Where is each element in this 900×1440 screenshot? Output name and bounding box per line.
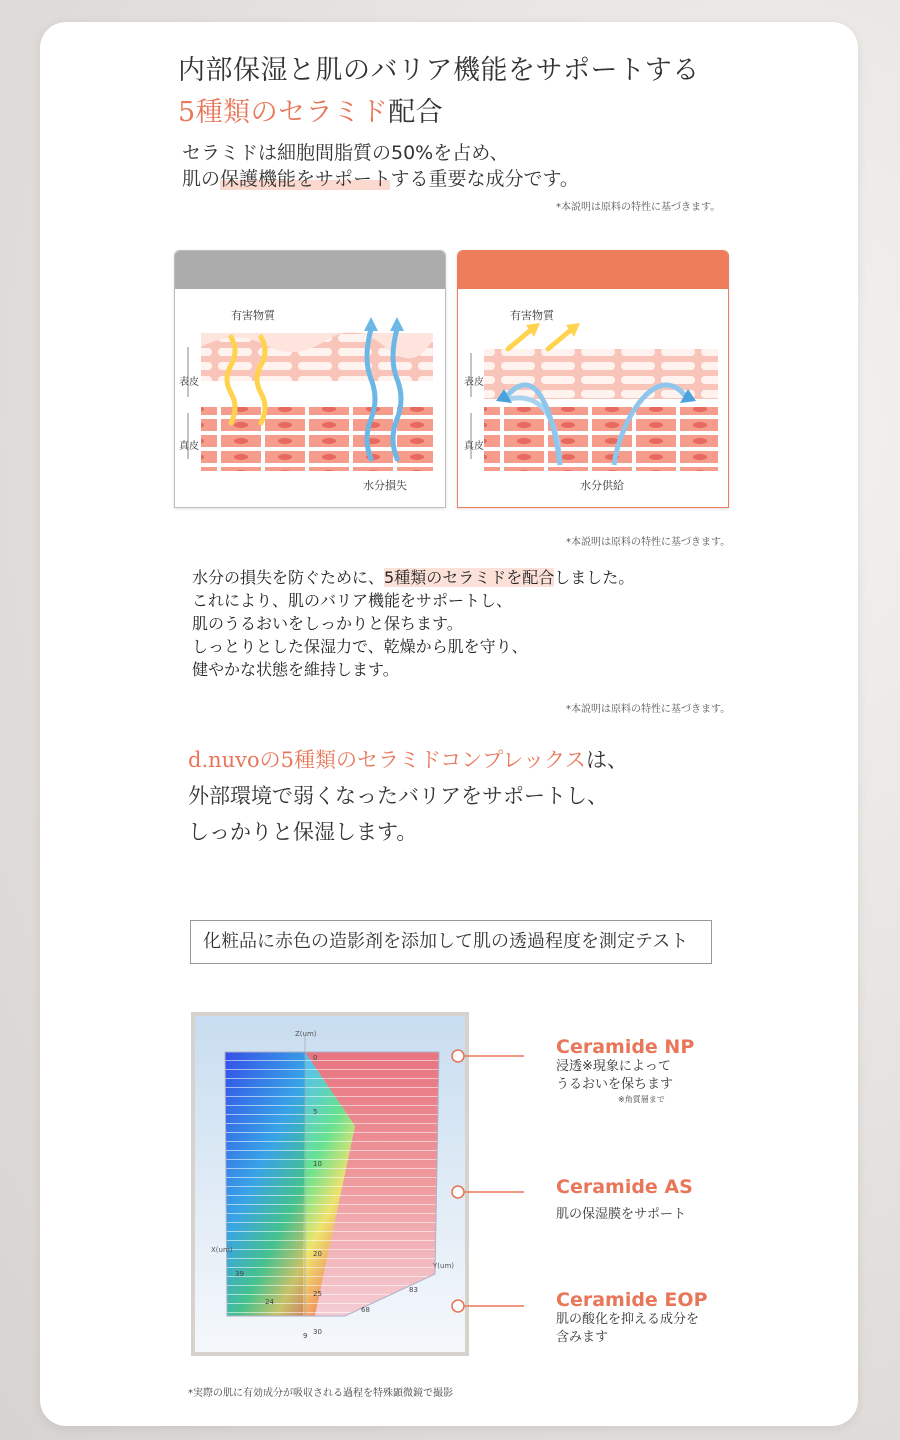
- note-2: *本説明は原料の特性に基づきます。: [566, 537, 731, 548]
- headline-highlight: 5種類のセラミド: [178, 97, 389, 128]
- complex-line2: 外部環境で弱くなったバリアをサポートし、: [188, 784, 608, 808]
- epidermis-label-left: 表皮: [179, 377, 199, 388]
- body-line5: 健やかな状態を維持します。: [192, 660, 399, 679]
- y-tick-1: 83: [409, 1286, 418, 1294]
- intro-highlight: 保護機能をサポート: [220, 168, 391, 190]
- body-line3: 肌のうるおいをしっかりと保ちます。: [192, 614, 463, 633]
- body-highlight: 5種類のセラミドを配合: [384, 568, 555, 587]
- x-tick-1: 24: [265, 1298, 274, 1306]
- ceramide-np: [556, 1036, 694, 1105]
- callout-lines: [440, 1040, 540, 1320]
- z-axis-label: Z(um): [295, 1030, 317, 1038]
- complex-line3: しっかりと保湿します。: [188, 820, 418, 844]
- test-label-box: 化粧品に赤色の造影剤を添加して肌の透過程度を測定テスト: [190, 920, 712, 964]
- note-3: *本説明は原料の特性に基づきます。: [566, 704, 731, 715]
- intro-line1: セラミドは細胞間脂質の50%を占め、: [182, 142, 509, 164]
- result-label-left: 水分損失: [363, 479, 407, 492]
- body-line1-b: しました。: [554, 568, 635, 587]
- skin-diagram-without: [175, 289, 445, 507]
- x-axis-label: X(um): [211, 1246, 233, 1254]
- intro-line2-a: 肌の: [182, 168, 221, 190]
- diagram-panel-without: [174, 250, 446, 508]
- z-tick-0: 0: [313, 1054, 318, 1062]
- intro-line2: [182, 166, 579, 192]
- note-1: *本説明は原料の特性に基づきます。: [556, 202, 721, 213]
- diagram-panel-with: [457, 250, 729, 508]
- intro-line2-b: する重要な成分です。: [390, 168, 579, 190]
- ceramide-eop: [556, 1289, 708, 1347]
- dermis-label-right: 真皮: [464, 441, 484, 452]
- y-axis-label: Y(um): [433, 1262, 454, 1270]
- ceramide-as-desc1: 肌の保湿膜をサポート: [556, 1207, 687, 1222]
- z-tick-4: 25: [313, 1290, 322, 1298]
- result-label-right: 水分供給: [580, 479, 624, 492]
- z-tick-5: 30: [313, 1328, 322, 1336]
- panel-header-orange: [458, 251, 728, 289]
- complex-line1-rest: は、: [585, 748, 628, 772]
- headline-line1: 内部保湿と肌のバリア機能をサポートする: [178, 55, 700, 86]
- ceramide-as-title: Ceramide AS: [556, 1176, 693, 1198]
- ceramide-np-sub: ※角質層まで: [618, 1095, 665, 1104]
- penetration-figure: [191, 1012, 469, 1356]
- headline-line2: [178, 90, 443, 129]
- panel-header-gray: [175, 251, 445, 289]
- harmful-label-right: 有害物質: [510, 309, 554, 322]
- intro-text: [182, 140, 579, 192]
- z-tick-1: 5: [313, 1108, 318, 1116]
- ceramide-np-desc2: うるおいを保ちます: [556, 1077, 674, 1092]
- complex-highlight: d.nuvoの5種類のセラミドコンプレックス: [188, 748, 586, 772]
- ceramide-eop-title: Ceramide EOP: [556, 1289, 708, 1311]
- epidermis-label-right: 表皮: [464, 377, 484, 388]
- ceramide-eop-desc1: 肌の酸化を抑える成分を: [556, 1312, 700, 1327]
- z-tick-3: 20: [313, 1250, 322, 1258]
- x-tick-0: 39: [235, 1270, 244, 1278]
- z-tick-2: 10: [313, 1160, 322, 1168]
- harmful-label-left: 有害物質: [231, 309, 275, 322]
- dermis-label-left: 真皮: [179, 441, 199, 452]
- x-tick-2: 9: [303, 1332, 308, 1340]
- y-tick-0: 68: [361, 1306, 370, 1314]
- body-line2: これにより、肌のバリア機能をサポートし、: [192, 591, 513, 610]
- ceramide-np-desc1: 浸透※現象によって: [556, 1059, 671, 1074]
- ceramide-eop-desc2: 含みます: [556, 1330, 609, 1345]
- complex-line1: [188, 742, 628, 778]
- headline-rest: 配合: [388, 97, 444, 128]
- body-line1: [192, 566, 634, 589]
- ceramide-np-title: Ceramide NP: [556, 1036, 695, 1058]
- body-paragraph: [192, 566, 634, 681]
- body-line1-a: 水分の損失を防ぐために、: [192, 568, 385, 587]
- skin-diagram-with: [458, 289, 728, 507]
- complex-statement: [188, 742, 628, 850]
- penetration-3d-image: [195, 1016, 465, 1352]
- ceramide-as: [556, 1176, 693, 1224]
- body-line4: しっとりとした保湿力で、乾燥から肌を守り、: [192, 637, 528, 656]
- footnote: *実際の肌に有効成分が吸収される過程を特殊顕微鏡で撮影: [188, 1388, 453, 1399]
